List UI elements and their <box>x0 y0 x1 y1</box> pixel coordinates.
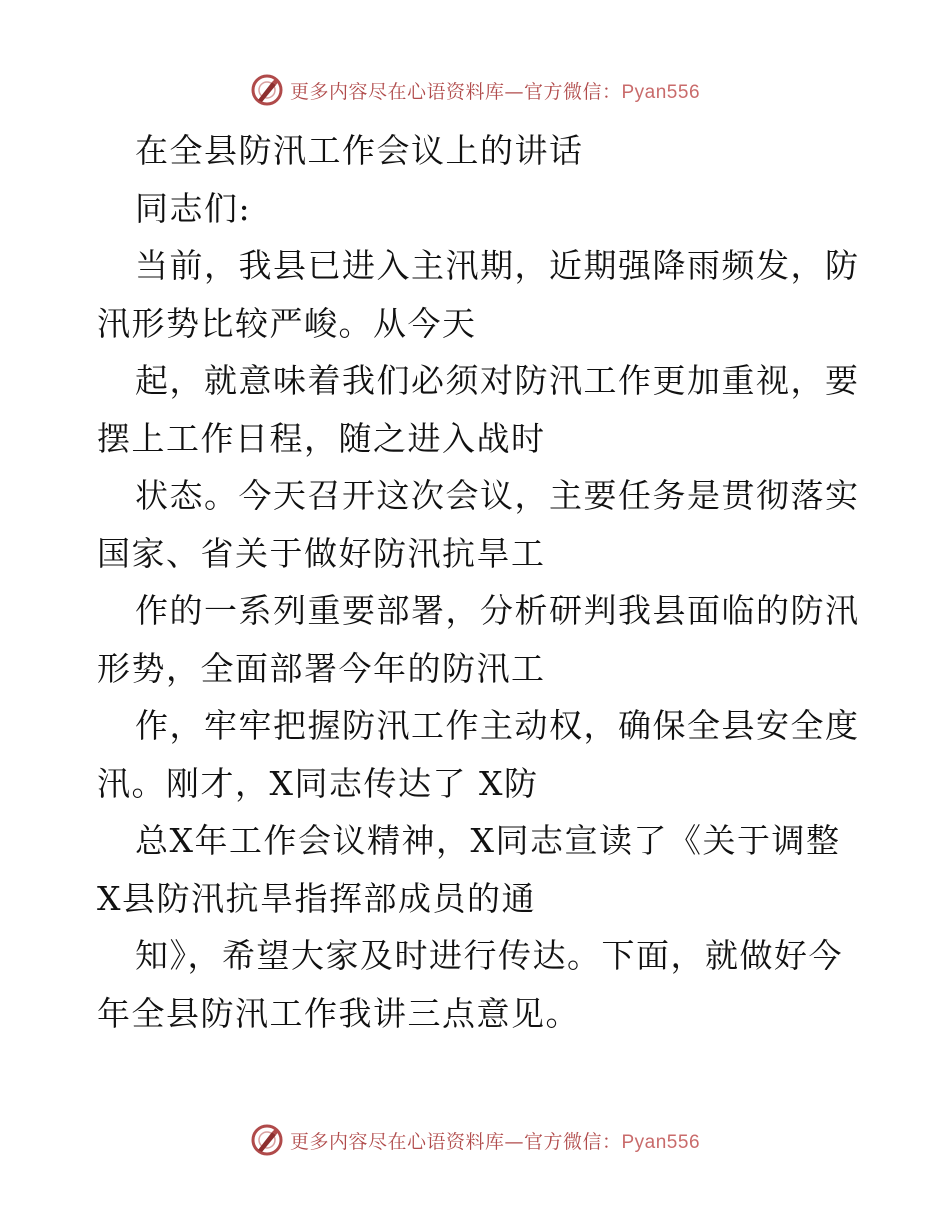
text-line: 国家、省关于做好防汛抗旱工 <box>97 533 546 573</box>
watermark-label: 更多内容尽在心语资料库—官方微信： <box>289 80 622 103</box>
watermark-text <box>290 77 700 104</box>
text-line: 状态。今天召开这次会议，主要任务是贯彻落实 <box>135 476 860 515</box>
header-watermark <box>0 70 950 110</box>
text-line: 起，就意味着我们必须对防汛工作更加重视，要 <box>135 361 860 400</box>
text-line: X县防汛抗旱指挥部成员的通 <box>97 878 536 918</box>
document-body <box>97 122 860 1042</box>
text-line: 知》，希望大家及时进行传达。下面，就做好今 <box>135 936 843 975</box>
text-line: 年全县防汛工作我讲三点意见。 <box>97 993 580 1033</box>
text-line: 摆上工作日程，随之进入战时 <box>97 418 546 458</box>
watermark-text <box>290 1127 700 1154</box>
watermark-label: 更多内容尽在心语资料库—官方微信： <box>289 1130 622 1153</box>
text-line: 同志们: <box>135 188 252 228</box>
text-line: 汛形势比较严峻。从今天 <box>97 303 477 343</box>
text-line: 总X年工作会议精神，X同志宣读了《关于调整 <box>135 821 841 860</box>
text-line: 作，牢牢把握防汛工作主动权，确保全县安全度 <box>135 706 860 745</box>
watermark-wechat-id: Pyan556 <box>621 1131 701 1153</box>
text-line: 汛。刚才，X同志传达了 X防 <box>97 763 539 803</box>
pen-logo-icon <box>250 73 284 107</box>
text-line: 当前，我县已进入主汛期，近期强降雨频发，防 <box>135 246 860 285</box>
text-line: 形势，全面部署今年的防汛工 <box>97 648 546 688</box>
footer-watermark <box>0 1120 950 1160</box>
pen-logo-icon <box>250 1123 284 1157</box>
text-line: 作的一系列重要部署，分析研判我县面临的防汛 <box>135 591 860 630</box>
watermark-wechat-id: Pyan556 <box>621 81 701 103</box>
document-title: 在全县防汛工作会议上的讲话 <box>135 131 584 170</box>
